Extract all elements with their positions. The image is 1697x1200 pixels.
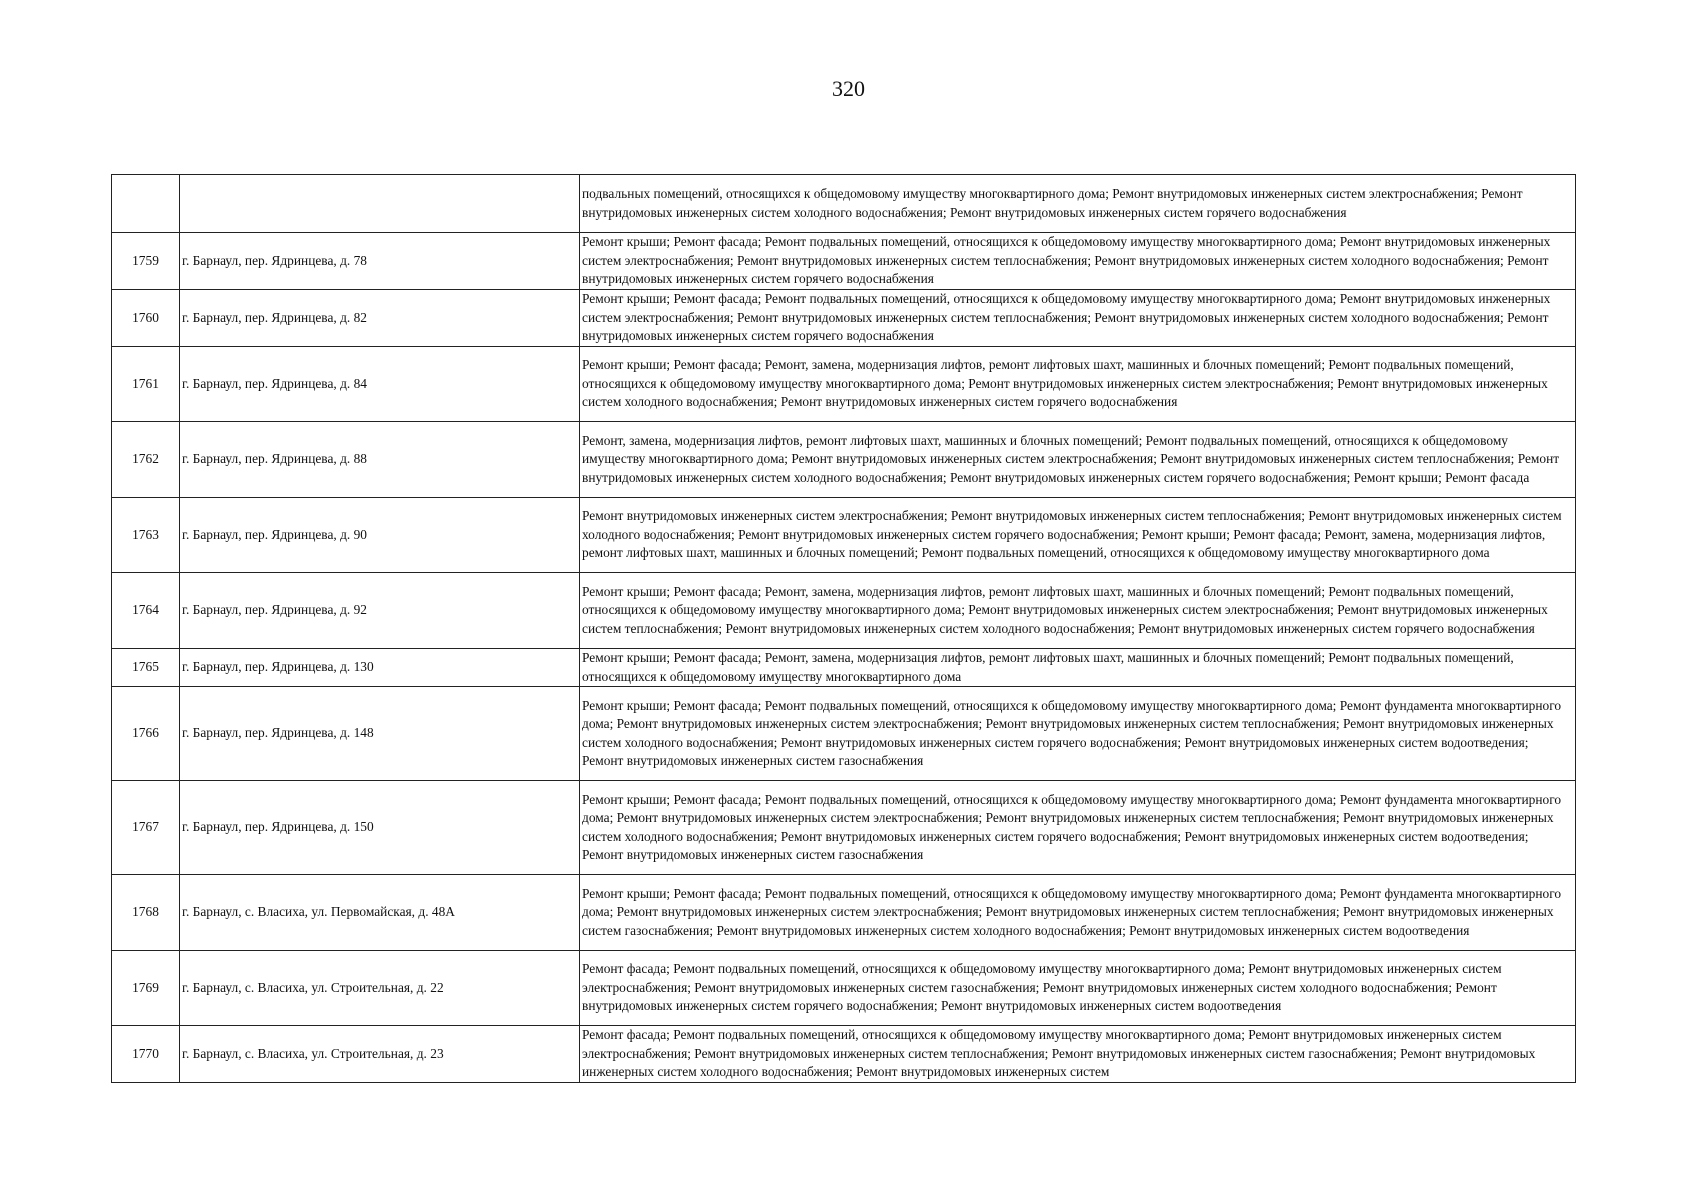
works-text: Ремонт фасада; Ремонт подвальных помещений, относящихся к общедомовому имуществу многоквартирного дома; Ремонт внутридомовых инженерных систем электроснабжения; Ремонт внутридомовых инженерных систем теплоснабжения; Ремонт внутридомовых инженерных систем газоснабжения; Ремонт внутридомовых инженерных систем холодного водоснабжения; Ремонт внутридомовых инженерных систем (582, 1027, 1536, 1080)
row-works (580, 422, 1576, 498)
row-address: г. Барнаул, пер. Ядринцева, д. 82 (180, 290, 580, 347)
row-works (580, 573, 1576, 649)
page-number: 320 (832, 76, 865, 101)
row-works (580, 347, 1576, 422)
table-row (112, 951, 1576, 1026)
works-text: Ремонт крыши; Ремонт фасада; Ремонт подвальных помещений, относящихся к общедомовому имуществу многоквартирного дома; Ремонт фундамента многоквартирного дома; Ремонт внутридомовых инженерных систем электроснабжения; Ремонт внутридомовых инженерных систем теплоснабжения; Ремонт внутридомовых инженерных систем газоснабжения; Ремонт внутридомовых инженерных систем холодного водоснабжения; Ремонт внутридомовых инженерных систем водоотведения (582, 885, 1562, 938)
row-works (580, 175, 1576, 233)
row-address: г. Барнаул, пер. Ядринцева, д. 78 (180, 233, 580, 290)
row-works (580, 951, 1576, 1026)
row-works (580, 498, 1576, 573)
row-number: 1759 (112, 233, 180, 290)
row-works (580, 290, 1576, 347)
table-row (112, 875, 1576, 951)
row-number: 1769 (112, 951, 180, 1026)
table-row (112, 1026, 1576, 1083)
table-row (112, 233, 1576, 290)
table-row (112, 781, 1576, 875)
row-number: 1765 (112, 649, 180, 687)
row-address: г. Барнаул, с. Власиха, ул. Первомайская, д. 48А (180, 875, 580, 951)
row-address: г. Барнаул, пер. Ядринцева, д. 88 (180, 422, 580, 498)
works-text: подвальных помещений, относящихся к общедомовому имуществу многоквартирного дома; Ремонт внутридомовых инженерных систем электроснабжения; Ремонт внутридомовых инженерных систем холодного водоснабжения; Ремонт внутридомовых инженерных систем горячего водоснабжения (582, 185, 1523, 220)
row-works (580, 875, 1576, 951)
row-works (580, 781, 1576, 875)
table-row (112, 573, 1576, 649)
works-text: Ремонт внутридомовых инженерных систем электроснабжения; Ремонт внутридомовых инженерных систем теплоснабжения; Ремонт внутридомовых инженерных систем холодного водоснабжения; Ремонт внутридомовых инженерных систем горячего водоснабжения; Ремонт крыши; Ремонт фасада; Ремонт, замена, модернизация лифтов, ремонт лифтовых шахт, машинных и блочных помещений; Ремонт подвальных помещений, относящихся к общедомовому имуществу многоквартирного дома (582, 508, 1562, 561)
works-text: Ремонт крыши; Ремонт фасада; Ремонт, замена, модернизация лифтов, ремонт лифтовых шахт, машинных и блочных помещений; Ремонт подвальных помещений, относящихся к общедомовому имуществу многоквартирного дома (582, 650, 1514, 684)
row-works (580, 649, 1576, 687)
row-address: г. Барнаул, пер. Ядринцева, д. 84 (180, 347, 580, 422)
row-number: 1766 (112, 687, 180, 781)
row-number: 1770 (112, 1026, 180, 1083)
row-number: 1763 (112, 498, 180, 573)
works-text: Ремонт крыши; Ремонт фасада; Ремонт подвальных помещений, относящихся к общедомовому имуществу многоквартирного дома; Ремонт фундамента многоквартирного дома; Ремонт внутридомовых инженерных систем электроснабжения; Ремонт внутридомовых инженерных систем теплоснабжения; Ремонт внутридомовых инженерных систем холодного водоснабжения; Ремонт внутридомовых инженерных систем горячего водоснабжения; Ремонт внутридомовых инженерных систем водоотведения; Ремонт внутридомовых инженерных систем газоснабжения (582, 791, 1562, 863)
row-number: 1761 (112, 347, 180, 422)
row-address: г. Барнаул, пер. Ядринцева, д. 130 (180, 649, 580, 687)
works-text: Ремонт крыши; Ремонт фасада; Ремонт, замена, модернизация лифтов, ремонт лифтовых шахт, машинных и блочных помещений; Ремонт подвальных помещений, относящихся к общедомовому имуществу многоквартирного дома; Ремонт внутридомовых инженерных систем электроснабжения; Ремонт внутридомовых инженерных систем холодного водоснабжения; Ремонт внутридомовых инженерных систем горячего водоснабжения (582, 357, 1548, 410)
table-row (112, 175, 1576, 233)
works-text: Ремонт крыши; Ремонт фасада; Ремонт, замена, модернизация лифтов, ремонт лифтовых шахт, машинных и блочных помещений; Ремонт подвальных помещений, относящихся к общедомовому имуществу многоквартирного дома; Ремонт внутридомовых инженерных систем электроснабжения; Ремонт внутридомовых инженерных систем теплоснабжения; Ремонт внутридомовых инженерных систем холодного водоснабжения; Ремонт внутридомовых инженерных систем горячего водоснабжения (582, 583, 1548, 636)
row-address: г. Барнаул, с. Власиха, ул. Строительная, д. 22 (180, 951, 580, 1026)
table-row (112, 347, 1576, 422)
works-text: Ремонт, замена, модернизация лифтов, ремонт лифтовых шахт, машинных и блочных помещений; Ремонт подвальных помещений, относящихся к общедомовому имуществу многоквартирного дома; Ремонт внутридомовых инженерных систем электроснабжения; Ремонт внутридомовых инженерных систем теплоснабжения; Ремонт внутридомовых инженерных систем холодного водоснабжения; Ремонт внутридомовых инженерных систем горячего водоснабжения; Ремонт крыши; Ремонт фасада (582, 432, 1560, 485)
row-works (580, 1026, 1576, 1083)
row-number: 1768 (112, 875, 180, 951)
row-number: 1767 (112, 781, 180, 875)
row-number: 1764 (112, 573, 180, 649)
row-number: 1762 (112, 422, 180, 498)
row-address: г. Барнаул, пер. Ядринцева, д. 150 (180, 781, 580, 875)
works-text: Ремонт крыши; Ремонт фасада; Ремонт подвальных помещений, относящихся к общедомовому имуществу многоквартирного дома; Ремонт фундамента многоквартирного дома; Ремонт внутридомовых инженерных систем электроснабжения; Ремонт внутридомовых инженерных систем теплоснабжения; Ремонт внутридомовых инженерных систем холодного водоснабжения; Ремонт внутридомовых инженерных систем горячего водоснабжения; Ремонт внутридомовых инженерных систем водоотведения; Ремонт внутридомовых инженерных систем газоснабжения (582, 697, 1562, 769)
row-address: г. Барнаул, пер. Ядринцева, д. 90 (180, 498, 580, 573)
row-address: г. Барнаул, пер. Ядринцева, д. 92 (180, 573, 580, 649)
works-text: Ремонт фасада; Ремонт подвальных помещений, относящихся к общедомовому имуществу многоквартирного дома; Ремонт внутридомовых инженерных систем электроснабжения; Ремонт внутридомовых инженерных систем газоснабжения; Ремонт внутридомовых инженерных систем холодного водоснабжения; Ремонт внутридомовых инженерных систем горячего водоснабжения; Ремонт внутридомовых инженерных систем водоотведения (582, 961, 1502, 1014)
row-number (112, 175, 180, 233)
row-address (180, 175, 580, 233)
row-address: г. Барнаул, пер. Ядринцева, д. 148 (180, 687, 580, 781)
works-text: Ремонт крыши; Ремонт фасада; Ремонт подвальных помещений, относящихся к общедомовому имуществу многоквартирного дома; Ремонт внутридомовых инженерных систем электроснабжения; Ремонт внутридомовых инженерных систем теплоснабжения; Ремонт внутридомовых инженерных систем холодного водоснабжения; Ремонт внутридомовых инженерных систем горячего водоснабжения (582, 291, 1551, 344)
table-row (112, 498, 1576, 573)
table-row (112, 649, 1576, 687)
repair-register-table (111, 174, 1576, 1083)
row-works (580, 687, 1576, 781)
row-works (580, 233, 1576, 290)
works-text: Ремонт крыши; Ремонт фасада; Ремонт подвальных помещений, относящихся к общедомовому имуществу многоквартирного дома; Ремонт внутридомовых инженерных систем электроснабжения; Ремонт внутридомовых инженерных систем теплоснабжения; Ремонт внутридомовых инженерных систем холодного водоснабжения; Ремонт внутридомовых инженерных систем горячего водоснабжения (582, 234, 1551, 287)
row-number: 1760 (112, 290, 180, 347)
table-row (112, 290, 1576, 347)
row-address: г. Барнаул, с. Власиха, ул. Строительная, д. 23 (180, 1026, 580, 1083)
table-row (112, 422, 1576, 498)
table-row (112, 687, 1576, 781)
